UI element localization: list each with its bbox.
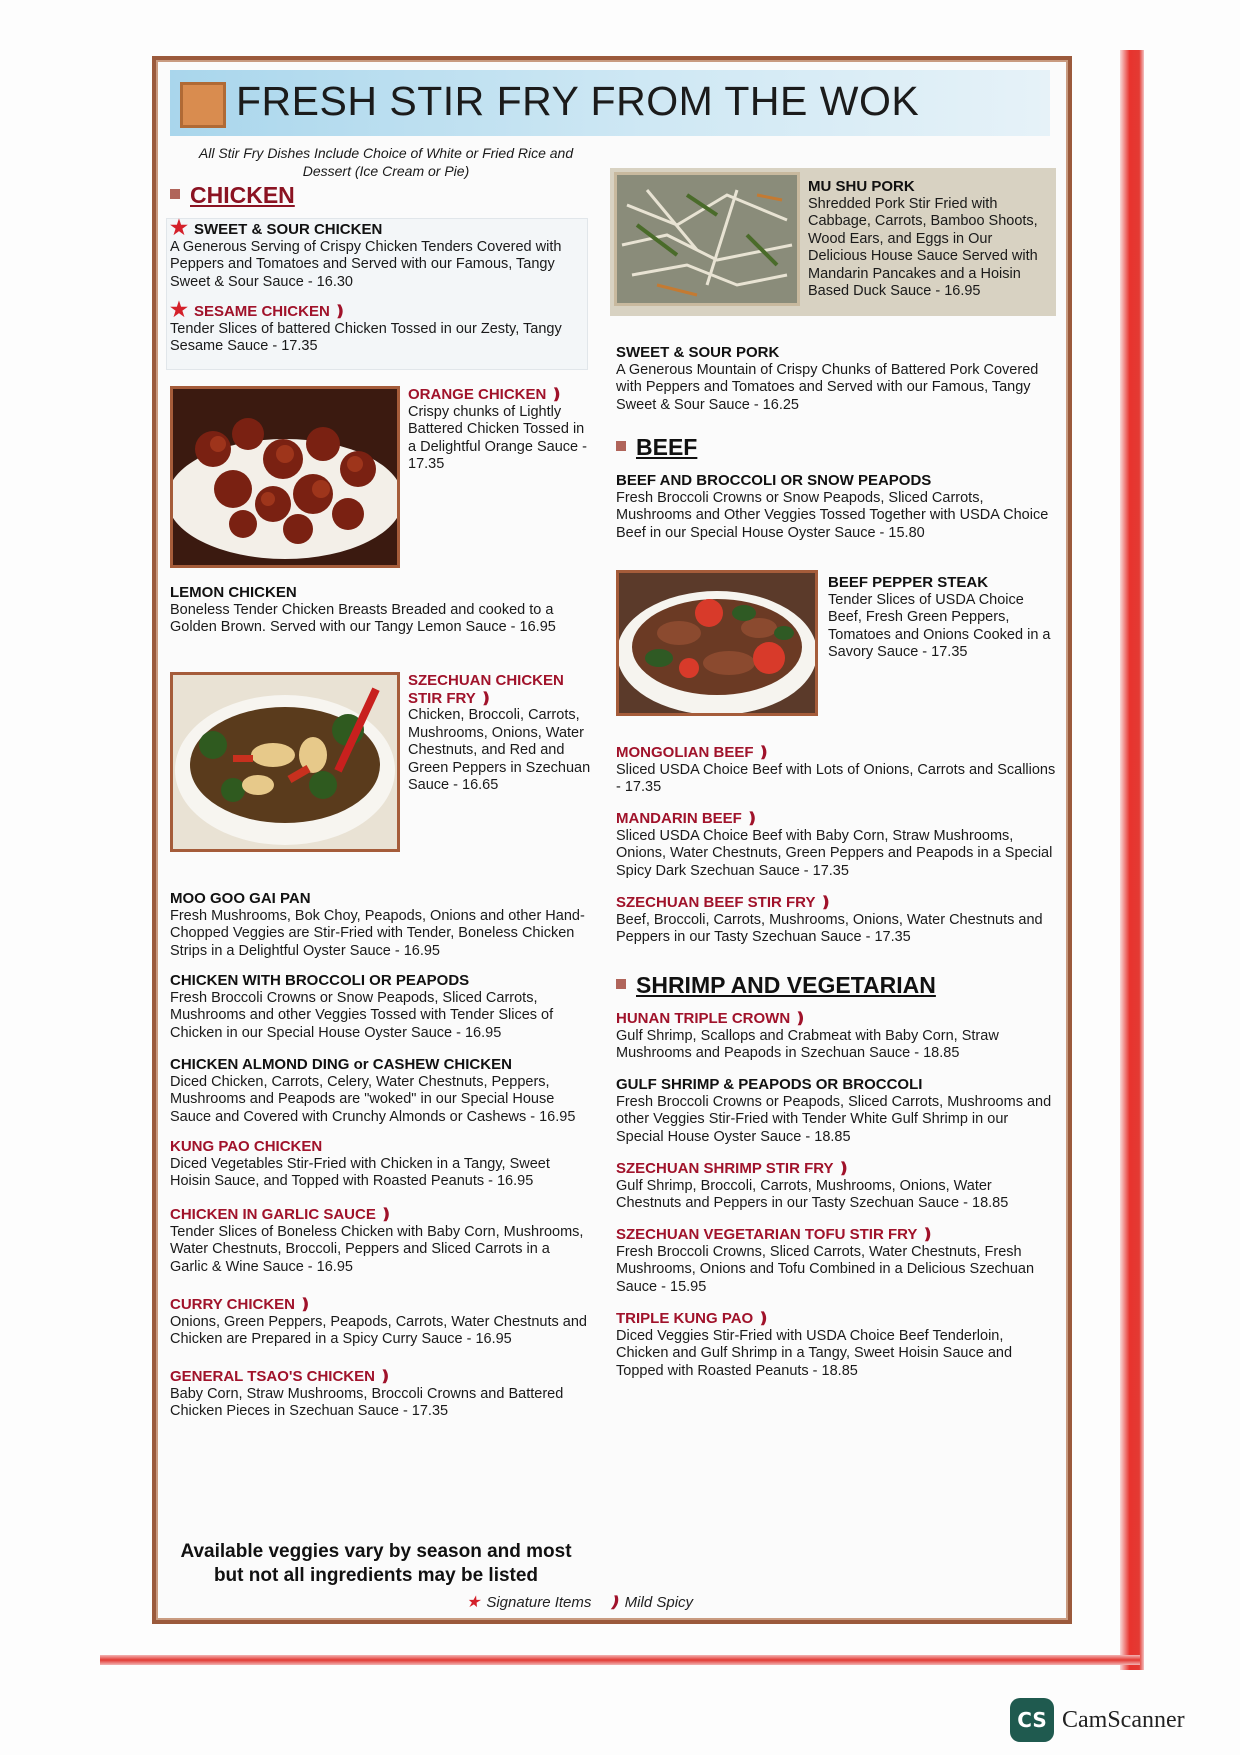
- menu-item-lemon-chicken: [170, 584, 590, 637]
- menu-item-hunan-triple-crown: [616, 1010, 1056, 1063]
- chili-icon: ❫: [379, 1206, 393, 1223]
- chili-icon: ❫: [837, 1160, 851, 1177]
- item-name: MOO GOO GAI PAN: [170, 890, 311, 907]
- star-icon: ★: [170, 217, 188, 239]
- item-desc: Fresh Broccoli Crowns or Snow Peapods, Sliced Carrots, Mushrooms and Other Veggies Tossed Together with USDA Choice Beef in our Special House Oyster Sauce - 15.80: [616, 489, 1049, 541]
- item-desc: Diced Vegetables Stir-Fried with Chicken in a Tangy, Sweet Hoisin Sauce, and Topped with Roasted Peanuts - 16.95: [170, 1155, 550, 1189]
- item-name: GENERAL TSAO'S CHICKEN: [170, 1368, 375, 1385]
- item-desc: Baby Corn, Straw Mushrooms, Broccoli Crowns and Battered Chicken Pieces in Szechuan Sauce - 17.35: [170, 1385, 564, 1419]
- item-name: MU SHU PORK: [808, 178, 915, 195]
- item-name: BEEF AND BROCCOLI OR SNOW PEAPODS: [616, 472, 932, 489]
- menu-item-gulf-shrimp: [616, 1076, 1056, 1146]
- item-desc: Sliced USDA Choice Beef with Baby Corn, Straw Mushrooms, Onions, Water Chestnuts, Green Peppers and Peapods in a Special Spicy Dark Szechuan Sauce - 17.35: [616, 827, 1053, 879]
- item-name: MANDARIN BEEF: [616, 810, 742, 827]
- chili-icon: ❫: [921, 1226, 934, 1243]
- section-title: CHICKEN: [190, 182, 295, 208]
- menu-item-moo-goo-gai-pan: [170, 890, 590, 960]
- item-name: CURRY CHICKEN: [170, 1296, 296, 1313]
- item-name: SZECHUAN CHICKEN STIR FRY: [408, 672, 564, 707]
- item-desc: Diced Chicken, Carrots, Celery, Water Chestnuts, Peppers, Mushrooms and Peapods are "woked" in our Special House Sauce and Covered with Crunchy Almonds or Cashews - 16.95: [170, 1073, 576, 1125]
- section-shrimp: [616, 972, 936, 999]
- orange-chicken-photo: [170, 386, 400, 568]
- chili-icon: ❫: [607, 1594, 621, 1611]
- item-name: LEMON CHICKEN: [170, 584, 297, 601]
- item-desc: A Generous Serving of Crispy Chicken Tenders Covered with Peppers and Tomatoes and Served with our Famous, Tangy Sweet & Sour Sauce - 16.30: [170, 238, 562, 290]
- menu-item-mu-shu-pork: [808, 178, 1048, 301]
- menu-item-szechuan-beef: [616, 894, 1056, 947]
- item-desc: Gulf Shrimp, Scallops and Crabmeat with Baby Corn, Straw Mushrooms and Peapods in Szechuan Sauce - 18.85: [616, 1027, 999, 1061]
- item-desc: Fresh Broccoli Crowns, Sliced Carrots, Water Chestnuts, Fresh Mushrooms, Onions and Tofu Combined in a Delicious Szechuan Sauce - 15.95: [616, 1243, 1035, 1295]
- item-name: TRIPLE KUNG PAO: [616, 1310, 754, 1327]
- item-desc: Fresh Mushrooms, Bok Choy, Peapods, Onions and other Hand-Chopped Veggies are Stir-Fried with Tender, Boneless Chicken Strips in a Delightful Oyster Sauce - 16.95: [170, 907, 585, 959]
- item-desc: Beef, Broccoli, Carrots, Mushrooms, Onions, Water Chestnuts and Peppers in our Tasty Szechuan Sauce - 17.35: [616, 911, 1043, 945]
- item-name: SWEET & SOUR CHICKEN: [193, 221, 383, 238]
- item-name: MONGOLIAN BEEF: [616, 744, 754, 761]
- menu-item-szechuan-chicken: [408, 672, 593, 795]
- item-desc: Sliced USDA Choice Beef with Lots of Onions, Carrots and Scallions - 17.35: [616, 761, 1056, 795]
- menu-item-general-tsao: [170, 1368, 590, 1421]
- beef-pepper-steak-photo: [616, 570, 818, 716]
- legend-signature: Signature Items: [486, 1594, 592, 1611]
- chili-icon: ❫: [378, 1368, 392, 1385]
- section-title: SHRIMP AND VEGETARIAN: [636, 972, 936, 998]
- item-name: KUNG PAO CHICKEN: [170, 1138, 323, 1155]
- chili-icon: ❫: [745, 810, 759, 827]
- item-name: SZECHUAN BEEF STIR FRY: [616, 894, 816, 911]
- item-desc: A Generous Mountain of Crispy Chunks of Battered Pork Covered with Peppers and Tomatoes and Served with our Famous, Tangy Sweet & Sour Sauce - 16.25: [616, 361, 1039, 413]
- section-bullet-icon: [616, 441, 626, 451]
- mu-shu-pork-photo: [614, 172, 800, 306]
- camscanner-text: CamScanner: [1062, 1706, 1185, 1733]
- menu-item-orange-chicken: [408, 386, 588, 474]
- banner-square-icon: [180, 82, 226, 128]
- menu-item-beef-broccoli: [616, 472, 1056, 542]
- chili-icon: ❫: [299, 1296, 312, 1313]
- star-icon: ★: [466, 1594, 481, 1611]
- menu-item-mandarin-beef: [616, 810, 1056, 880]
- item-desc: Gulf Shrimp, Broccoli, Carrots, Mushrooms, Onions, Water Chestnuts and Peppers in our Tasty Szechuan Sauce - 18.85: [616, 1177, 1009, 1211]
- chili-icon: ❫: [333, 303, 347, 320]
- menu-item-chicken-almond: [170, 1056, 590, 1126]
- item-desc: Onions, Green Peppers, Peapods, Carrots, Water Chestnuts and Chicken are Prepared in a Spicy Curry Sauce - 16.95: [170, 1313, 587, 1347]
- item-name: CHICKEN WITH BROCCOLI OR PEAPODS: [170, 972, 470, 989]
- menu-item-szechuan-shrimp: [616, 1160, 1056, 1213]
- item-name: CHICKEN IN GARLIC SAUCE: [170, 1206, 376, 1223]
- page-title: FRESH STIR FRY FROM THE WOK: [236, 78, 920, 124]
- item-desc: Fresh Broccoli Crowns or Snow Peapods, Sliced Carrots, Mushrooms and other Veggies Tossed with Tender Slices of Chicken in our Special House Oyster Sauce - 16.95: [170, 989, 554, 1041]
- item-desc: Shredded Pork Stir Fried with Cabbage, Carrots, Bamboo Shoots, Wood Ears, and Eggs in Our Delicious House Sauce Served with Mandarin Pancakes and a Hoisin Based Duck Sauce - 16.95: [808, 195, 1038, 299]
- chili-icon: ❫: [757, 1310, 770, 1327]
- item-name: HUNAN TRIPLE CROWN: [616, 1010, 791, 1027]
- item-desc: Chicken, Broccoli, Carrots, Mushrooms, Onions, Water Chestnuts, and Red and Green Peppers in Szechuan Sauce - 16.65: [408, 707, 591, 793]
- chili-icon: ❫: [479, 689, 493, 707]
- szechuan-chicken-photo: [170, 672, 400, 852]
- item-name: SWEET & SOUR PORK: [616, 344, 780, 361]
- menu-item-sweet-sour-pork: [616, 344, 1056, 414]
- legend: [466, 1592, 693, 1612]
- item-name: SZECHUAN VEGETARIAN TOFU STIR FRY: [616, 1226, 918, 1243]
- section-bullet-icon: [170, 189, 180, 199]
- menu-page: [152, 56, 1072, 1624]
- menu-item-triple-kung-pao: [616, 1310, 1056, 1380]
- menu-item-tofu-stir-fry: [616, 1226, 1056, 1296]
- menu-item-kung-pao-chicken: [170, 1138, 590, 1191]
- section-bullet-icon: [616, 979, 626, 989]
- camscanner-watermark: [1010, 1698, 1185, 1742]
- item-desc: Crispy chunks of Lightly Battered Chicken Tossed in a Delightful Orange Sauce - 17.35: [408, 403, 587, 472]
- item-name: CHICKEN ALMOND DING or CASHEW CHICKEN: [170, 1056, 512, 1073]
- menu-item-sesame-chicken: [170, 299, 582, 356]
- item-desc: Tender Slices of Boneless Chicken with Baby Corn, Mushrooms, Water Chestnuts, Broccoli, Peppers and Sliced Carrots in a Garlic & Wine Sauce - 16.95: [170, 1223, 584, 1275]
- menu-item-chicken-garlic: [170, 1206, 590, 1276]
- red-edge-right: [1120, 50, 1144, 1670]
- menu-item-sweet-sour-chicken: [170, 217, 582, 291]
- item-desc: Fresh Broccoli Crowns or Peapods, Sliced Carrots, Mushrooms and other Veggies Stir-Fried with Tender White Gulf Shrimp in our Special House Oyster Sauce - 18.85: [616, 1093, 1052, 1145]
- intro-note: All Stir Fry Dishes Include Choice of White or Fried Rice and Dessert (Ice Cream or Pie): [198, 145, 574, 179]
- item-name: BEEF PEPPER STEAK: [828, 574, 989, 591]
- item-name: SZECHUAN SHRIMP STIR FRY: [616, 1160, 834, 1177]
- item-desc: Tender Slices of USDA Choice Beef, Fresh Green Peppers, Tomatoes and Onions Cooked in a Savory Sauce - 17.35: [828, 591, 1051, 660]
- item-name: GULF SHRIMP & PEAPODS OR BROCCOLI: [616, 1076, 923, 1093]
- chili-icon: ❫: [757, 744, 771, 761]
- menu-item-chicken-broccoli: [170, 972, 590, 1042]
- camscanner-logo: CS: [1010, 1698, 1054, 1742]
- item-desc: Boneless Tender Chicken Breasts Breaded and cooked to a Golden Brown. Served with our Tangy Lemon Sauce - 16.95: [170, 601, 556, 635]
- red-edge-bottom: [100, 1655, 1140, 1665]
- menu-item-curry-chicken: [170, 1296, 590, 1349]
- item-name: SESAME CHICKEN: [193, 303, 330, 320]
- legend-spicy: Mild Spicy: [624, 1594, 694, 1611]
- section-beef: [616, 434, 697, 461]
- item-desc: Diced Veggies Stir-Fried with USDA Choice Beef Tenderloin, Chicken and Gulf Shrimp in a Tangy, Sweet Hoisin Sauce and Topped with Roasted Peanuts - 18.85: [616, 1327, 1013, 1379]
- menu-item-mongolian-beef: [616, 744, 1056, 797]
- veggies-footnote: Available veggies vary by season and most but not all ingredients may be listed: [180, 1541, 572, 1586]
- section-chicken: [170, 182, 295, 209]
- section-title: BEEF: [636, 434, 698, 460]
- chili-icon: ❫: [550, 386, 563, 403]
- item-name: ORANGE CHICKEN: [408, 386, 547, 403]
- star-icon: ★: [170, 299, 188, 321]
- header-banner: [170, 70, 1050, 136]
- menu-item-beef-pepper-steak: [828, 574, 1058, 662]
- item-desc: Tender Slices of battered Chicken Tossed in our Zesty, Tangy Sesame Sauce - 17.35: [170, 320, 562, 354]
- chili-icon: ❫: [794, 1010, 807, 1027]
- chili-icon: ❫: [819, 894, 833, 911]
